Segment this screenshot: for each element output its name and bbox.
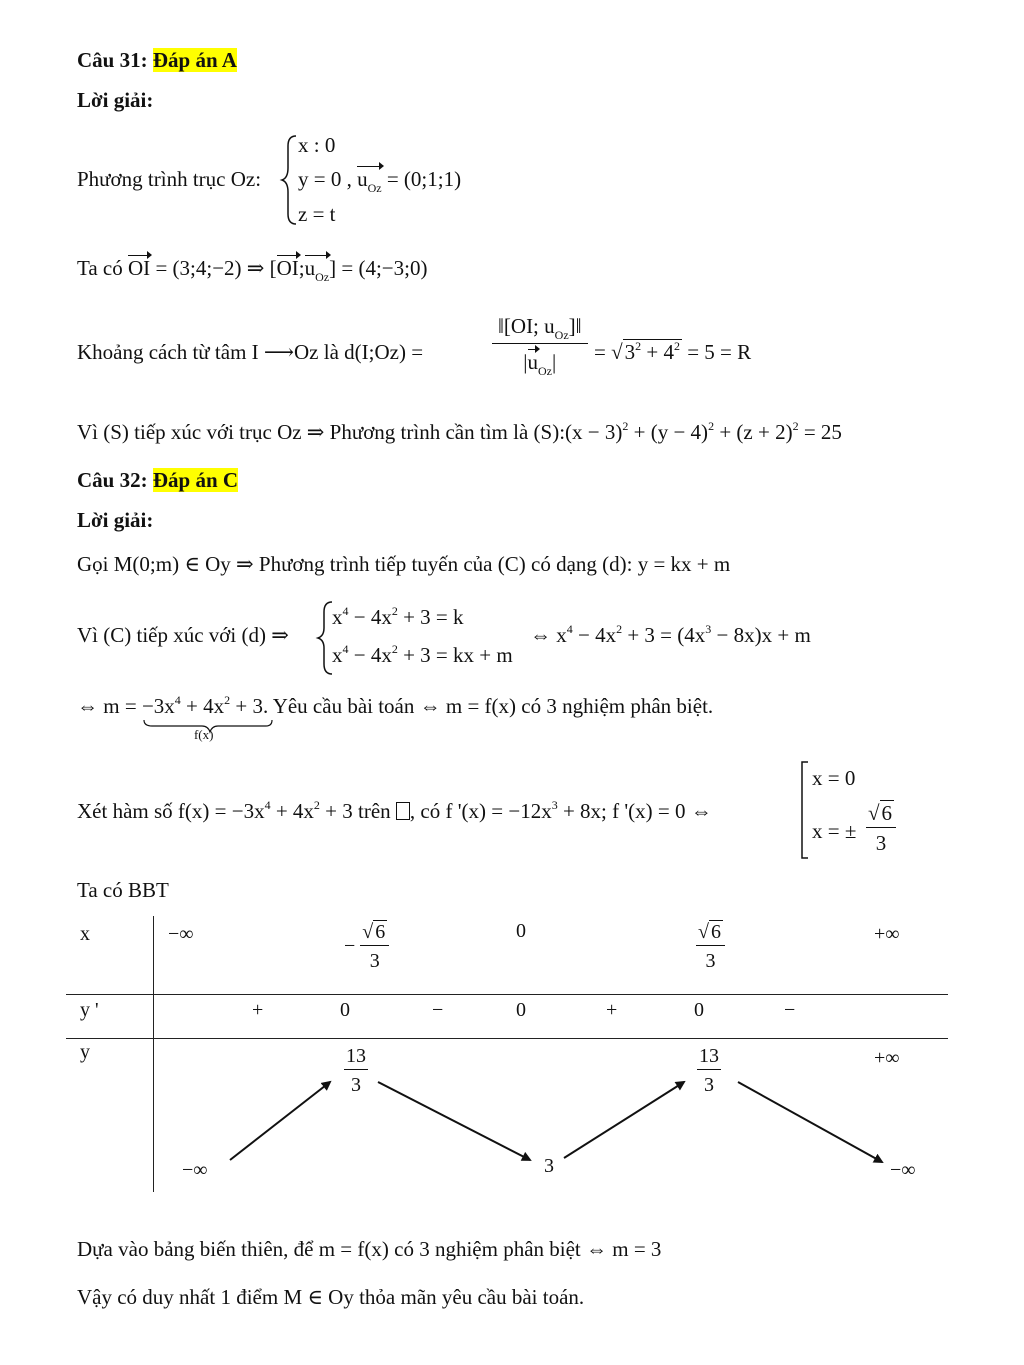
q31-line3: Khoảng cách từ tâm I ⟶Oz là d(I;Oz) =	[77, 340, 424, 364]
yp-sign-3: +	[606, 999, 618, 1021]
q32-line1: Gọi M(0;m) ∈ Oy ⇒ Phương trình tiếp tuyến của (C) có dạng (d): y = kx + m	[77, 552, 731, 576]
arrow-down-2	[738, 1082, 882, 1162]
q32-root2-frac: √6 3	[866, 803, 896, 854]
x-neg-inf: −∞	[168, 923, 194, 945]
yp-zero-2: 0	[516, 999, 526, 1021]
y-max-1: 13 3	[346, 1045, 366, 1096]
row-label-y: y	[80, 1041, 90, 1063]
yp-zero-3: 0	[694, 999, 704, 1021]
q32-root1: x = 0	[812, 766, 856, 790]
arrow-down-1	[378, 1082, 530, 1160]
q32-line2-rhs: ⇔ $x^4 - 4x^2 + 3 = (4x^3 - 8x)x + m$	[530, 622, 811, 647]
y-neg-inf-left: −∞	[182, 1159, 208, 1181]
q31-answer: Đáp án A	[152, 48, 237, 72]
q32-label: Câu 32:	[77, 468, 148, 492]
q32-line4: Xét hàm số $f(x) = -3x^4 + 4x^2 + 3$ trên , có f '$(x) = -12x^3 + 8x$; f '(x) = 0 ⇔	[77, 798, 712, 823]
yp-sign-1: +	[252, 999, 264, 1021]
q31-line4: Vì (S) tiếp xúc với trục Oz ⇒ Phương trình cần tìm là (S):(x − $3)^2 + (y - 4)^2 + (z + 2)^2 = 25$	[77, 419, 842, 444]
bbt-label: Ta có BBT	[77, 878, 169, 902]
q31-solution-label: Lời giải:	[77, 88, 154, 112]
y-max-2: 13 3	[699, 1045, 719, 1096]
q31-sys-line3: z = t	[298, 202, 336, 226]
q32-sys-line2: $x^4 - 4x^2 + 3$ = kx + m	[332, 642, 513, 667]
q31-line1-text: Phương trình trục Oz:	[77, 167, 262, 191]
yp-sign-4: −	[784, 999, 796, 1021]
x-pos-inf: +∞	[874, 923, 900, 945]
yp-sign-2: −	[432, 999, 444, 1021]
q31-line3-rhs: = $√3^2 + 4^2 = 5 = R$	[594, 339, 752, 364]
q31-sys-line2: y = 0 , $u_{Oz}$ = (0;1;1)	[298, 167, 462, 195]
y-min: 3	[544, 1155, 554, 1177]
q31-fraction: ‖[OI; $u_{Oz}]‖$ $|u_{Oz}|$	[492, 316, 588, 373]
q32-conclusion-2: Vậy có duy nhất 1 điểm M ∈ Oy thỏa mãn yêu cầu bài toán.	[77, 1285, 585, 1309]
q32-conclusion-1: Dựa vào bảng biến thiên, để m = f(x) có 3 nghiệm phân biệt ⇔ m = 3	[77, 1237, 662, 1261]
row-label-yprime: y '	[80, 999, 99, 1021]
x-neg-root: − $\frac{√ 6}{3}$	[344, 922, 389, 971]
q32-line3: ⇔ $m = -3x^4 + 4x^2 + 3$ f(x) . Yêu cầu bài toán ⇔ m = f(x) có 3 nghiệm phân biệt.	[77, 693, 714, 742]
q31-label: Câu 31:	[77, 48, 148, 72]
q31-sys-line1: x : 0	[298, 133, 336, 157]
y-neg-inf-right: −∞	[890, 1159, 916, 1181]
q32-sys-line1: $x^4 - 4x^2 + 3 = k$	[332, 604, 464, 629]
arrow-up-2	[564, 1082, 684, 1158]
yp-zero-1: 0	[340, 999, 350, 1021]
q32-answer: Đáp án C	[152, 468, 239, 492]
arrow-up-1	[230, 1082, 330, 1160]
q32-line2-text: Vì (C) tiếp xúc với (d) ⇒	[77, 623, 289, 647]
q32-root2: x = ±	[812, 819, 857, 843]
q32-solution-label: Lời giải:	[77, 508, 154, 532]
y-pos-inf: +∞	[874, 1047, 900, 1069]
x-pos-root: √ 6 3	[696, 922, 725, 971]
underbrace-label: f(x)	[193, 727, 214, 742]
row-label-x: x	[80, 923, 90, 945]
q31-line2: Ta có OI = (3;4;−2) ⇒ $[OI;u_{Oz}]$ = (4;−3;0)	[77, 256, 428, 284]
x-zero: 0	[516, 920, 526, 942]
